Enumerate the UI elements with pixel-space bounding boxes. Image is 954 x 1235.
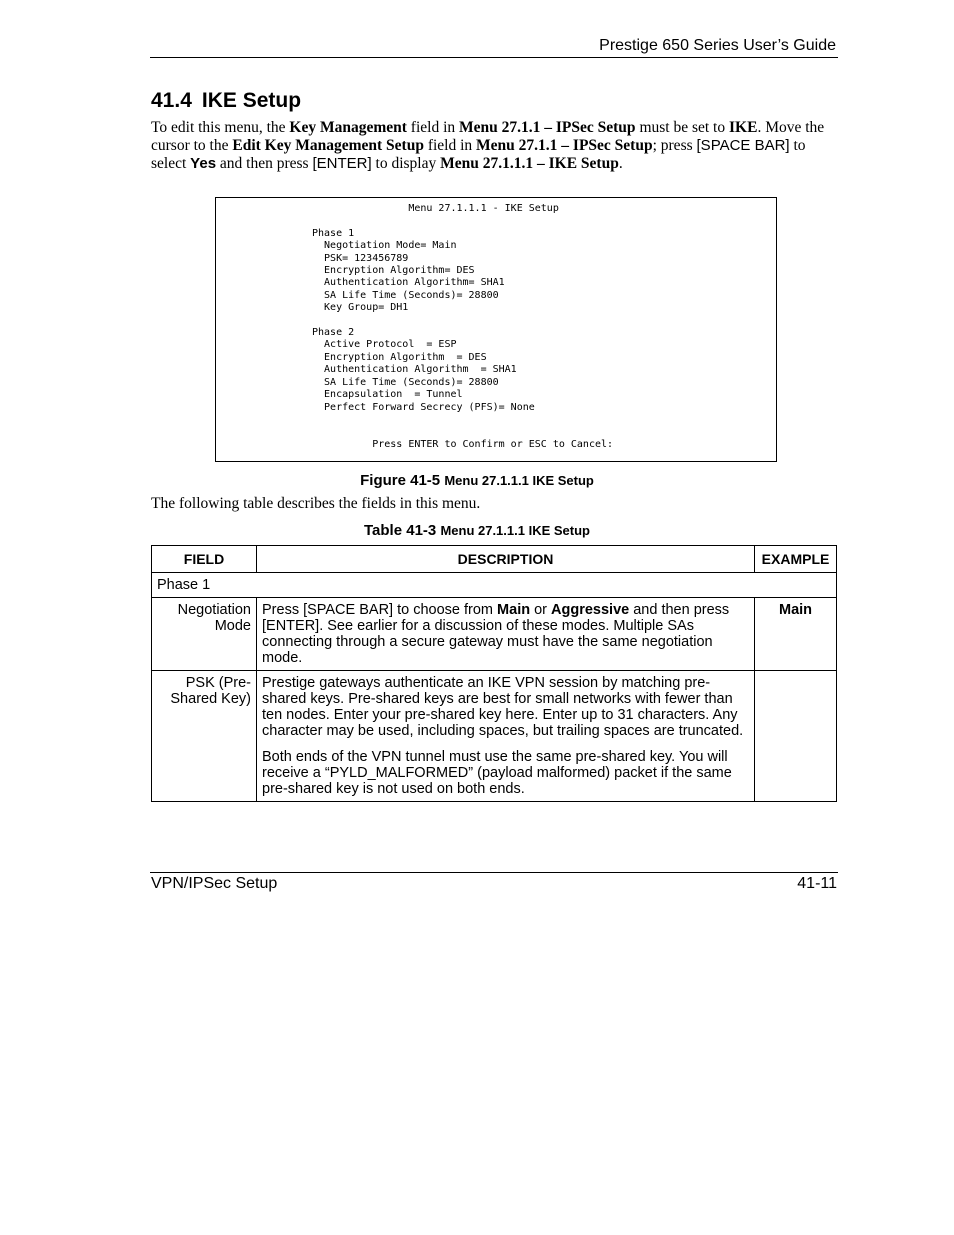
- section-heading: IKE Setup: [201, 89, 302, 112]
- header-description: DESCRIPTION: [257, 546, 755, 573]
- field-name: Negotiation Mode: [152, 598, 257, 671]
- figure-caption: Figure 41-5 Menu 27.1.1.1 IKE Setup: [360, 472, 594, 489]
- yes-term: Yes: [190, 155, 217, 172]
- ike-term: IKE: [729, 119, 758, 136]
- field-description: Prestige gateways authenticate an IKE VPN session by matching pre-shared keys. Pre-shared keys are best for small networks with fewer than ten nodes. Enter your pre-shared key here. Enter up to 31 characters. Any character may be used, including spaces, but trailing spaces are truncated. Both ends of the VPN tunnel must use the same pre-shared key. You will receive a “PYLD_MALFORMED” (payload malformed) packet if the same pre-shared key is not used on both ends.: [257, 671, 755, 802]
- field-name: PSK (Pre-Shared Key): [152, 671, 257, 802]
- table-caption: Table 41-3 Menu 27.1.1.1 IKE Setup: [364, 522, 590, 539]
- key-management-term: Key Management: [289, 119, 407, 136]
- terminal-screen: [215, 197, 777, 462]
- footer-rule: [150, 872, 838, 873]
- intro-paragraph: To edit this menu, the Key Management field in Menu 27.1.1 – IPSec Setup must be set to IKE. Move the cursor to the Edit Key Management Setup field in Menu 27.1.1 – IPSec Setup; press [SPACE BAR] to select Yes and then press [ENTER] to display Menu 27.1.1.1 – IKE Setup.: [151, 119, 825, 172]
- table-header-row: [152, 546, 837, 573]
- enter-key: [ENTER]: [312, 155, 372, 172]
- edit-key-term: Edit Key Management Setup: [232, 137, 424, 154]
- section-title: [151, 89, 301, 113]
- phase1-label: Phase 1: [152, 573, 837, 598]
- table-row: [152, 671, 837, 802]
- header-rule: [150, 57, 838, 58]
- field-example: [755, 671, 837, 802]
- footer-page-number: 41-11: [797, 875, 837, 892]
- field-description: Press [SPACE BAR] to choose from Main or Aggressive and then press [ENTER]. See earlier for a discussion of these modes. Multiple SAs connecting through a secure gateway must have the same negotiation mode.: [257, 598, 755, 671]
- running-header: Prestige 650 Series User’s Guide: [599, 37, 836, 54]
- terminal-text: Menu 27.1.1.1 - IKE Setup Phase 1 Negotiation Mode= Main PSK= 123456789 Encryption Algorithm= DES Authentication Algorithm= SHA1 SA Life Time (Seconds)= 28800 Key Group= DH1 Phase 2 Active Protocol = ESP Encryption Algorithm = DES Authentication Algorithm = SHA1 SA Life Time (Seconds)= 28800 Encapsulation = Tunnel Perfect Forward Secrecy (PFS)= None Press ENTER to Confirm or ESC to Cancel:: [312, 203, 614, 450]
- menu-ref: Menu 27.1.1.1 – IKE Setup: [440, 155, 619, 172]
- field-example: Main: [755, 598, 837, 671]
- table-row: [152, 573, 837, 598]
- menu-ref: Menu 27.1.1 – IPSec Setup: [476, 137, 653, 154]
- header-example: EXAMPLE: [755, 546, 837, 573]
- table-row: [152, 598, 837, 671]
- fields-table: [151, 545, 837, 802]
- footer-chapter: VPN/IPSec Setup: [151, 875, 278, 892]
- header-field: FIELD: [152, 546, 257, 573]
- space-bar-key: [SPACE BAR]: [696, 137, 790, 154]
- following-text: The following table describes the fields in this menu.: [151, 495, 481, 512]
- section-number: 41.4: [151, 89, 192, 112]
- menu-ref: Menu 27.1.1 – IPSec Setup: [459, 119, 636, 136]
